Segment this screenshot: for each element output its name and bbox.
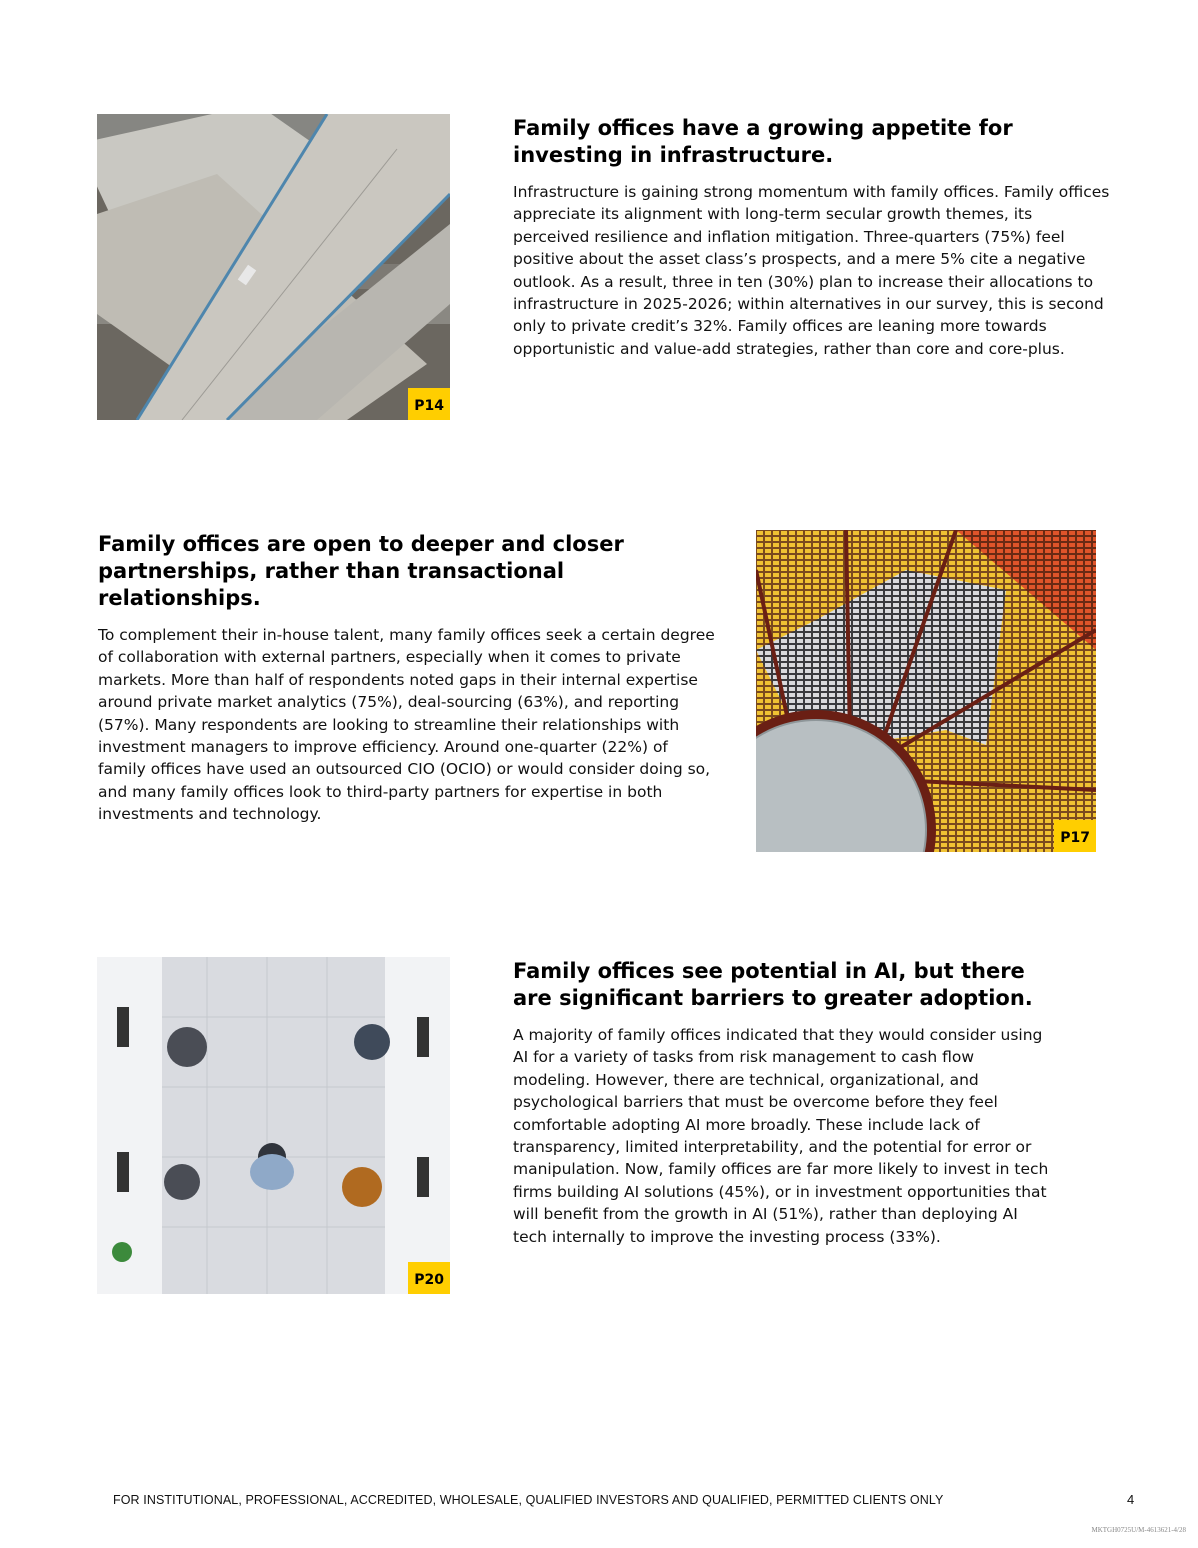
page-tag-p20: P20 bbox=[408, 1262, 450, 1294]
section-infrastructure bbox=[513, 115, 1113, 360]
document-code: MKTGH0725U/M-4613621-4/28 bbox=[1091, 1526, 1186, 1534]
section-body: A majority of family offices indicated that they would consider using AI for a variety of tasks from risk management to cash flow modeling. However, there are technical, organizational, and psychological barriers that must be overcome before they feel comfortable adopting AI more broadly. These include lack of transparency, limited interpretability, and the potential for error or manipulation. Now, family offices are far more likely to invest in tech firms building AI solutions (45%), or in investment opportunities that will benefit from the growth in AI (51%), rather than deploying AI tech internally to improve the investing process (33%). bbox=[513, 1026, 1049, 1246]
page-tag-p14: P14 bbox=[408, 388, 450, 420]
stadium-seats-photo bbox=[756, 530, 1096, 852]
section-partnerships bbox=[98, 531, 716, 826]
section-heading: Family offices see potential in AI, but there are significant barriers to greater adoption. bbox=[513, 959, 1033, 1010]
page-number: 4 bbox=[1127, 1492, 1135, 1507]
section-heading: Family offices have a growing appetite for investing in infrastructure. bbox=[513, 116, 1013, 167]
section-body: Infrastructure is gaining strong momentum with family offices. Family offices appreciate its alignment with long-term secular growth themes, its perceived resilience and inflation mitigation. Three-quarters (75%) feel positive about the asset class’s prospects, and a mere 5% cite a negative outlook. As a result, three in ten (30%) plan to increase their allocations to infrastructure in 2025-2026; within alternatives in our survey, this is second only to private credit’s 32%. Family offices are leaning more towards opportunistic and value-add strategies, rather than core and core-plus. bbox=[513, 183, 1110, 358]
section-body: To complement their in-house talent, many family offices seek a certain degree of collaboration with external partners, especially when it comes to private markets. More than half of respondents noted gaps in their internal expertise around private market analytics (75%), deal-sourcing (63%), and reporting (57%). Many respondents are looking to streamline their relationships with investment managers to improve efficiency. Around one-quarter (22%) of family offices have used an outsourced CIO (OCIO) or would consider doing so, and many family offices look to third-party partners for expertise in both investments and technology. bbox=[98, 626, 715, 824]
footer-disclaimer: FOR INSTITUTIONAL, PROFESSIONAL, ACCREDITED, WHOLESALE, QUALIFIED INVESTORS AND QUALIFIED, PERMITTED CLIENTS ONLY bbox=[113, 1493, 944, 1507]
section-heading: Family offices are open to deeper and closer partnerships, rather than transactional relationships. bbox=[98, 532, 624, 610]
infrastructure-photo bbox=[97, 114, 450, 420]
page-tag-p17: P17 bbox=[1054, 820, 1096, 852]
office-overhead-photo bbox=[97, 957, 450, 1294]
section-ai bbox=[513, 958, 1053, 1248]
